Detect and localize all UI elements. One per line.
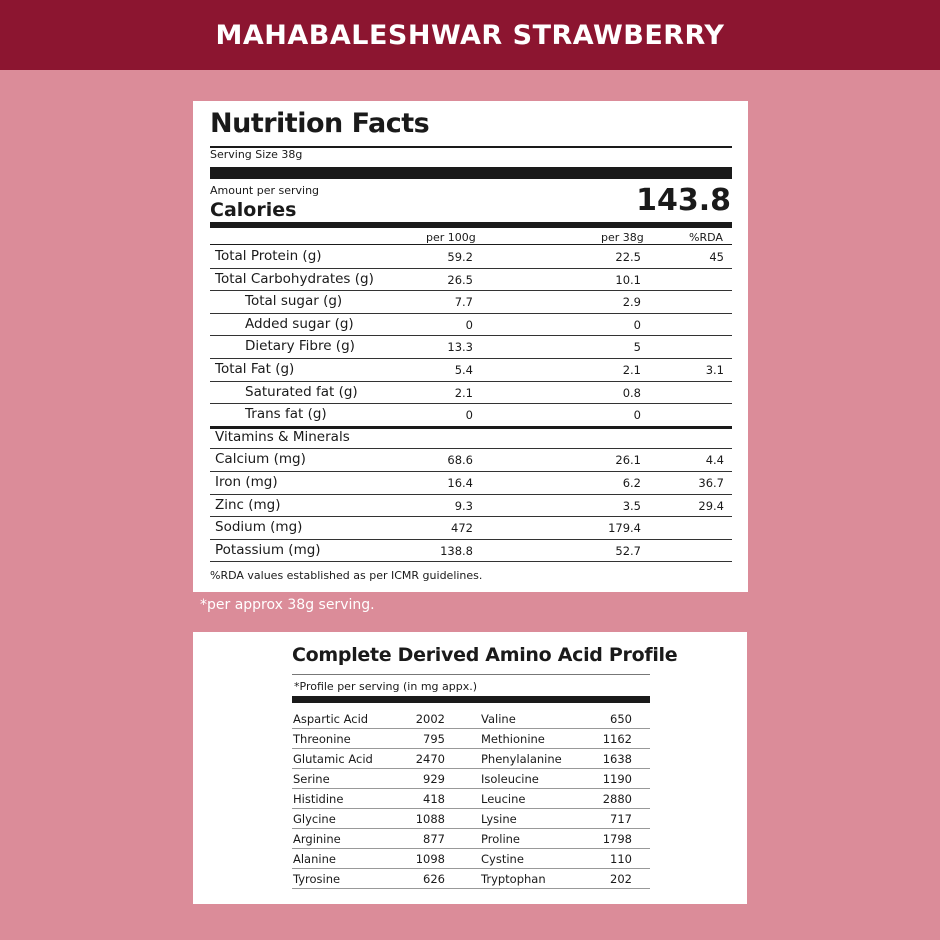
nutrition-row [210,494,732,518]
value-per100: 59.2 [447,250,473,264]
value-per100: 5.4 [454,363,473,377]
nutrition-row [210,516,732,540]
value-per100: 26.5 [447,272,473,287]
amino-value: 877 [423,832,445,846]
amino-row [292,848,650,869]
amino-value: 110 [610,852,632,866]
nutrient-label: Iron (mg) [215,474,278,490]
nutrition-row [210,471,732,495]
amino-row [292,788,650,809]
col-per100: per 100g [426,231,476,244]
header-banner [0,0,940,70]
value-per38: 2.9 [622,295,641,310]
nutrition-title: Nutrition Facts [210,108,430,139]
value-rda: 4.4 [705,453,724,468]
nutrient-label: Calcium (mg) [215,451,306,468]
amino-name: Threonine [293,732,351,746]
value-per100: 9.3 [454,498,473,513]
value-per38: 0.8 [622,385,641,400]
amino-name: Proline [481,832,520,846]
value-rda: 29.4 [698,498,724,513]
amino-value: 795 [423,732,445,746]
amino-value: 2002 [415,712,445,726]
amino-name: Tyrosine [293,872,341,886]
amino-row [292,828,650,849]
nutrient-label: Total Fat (g) [215,361,295,377]
value-per38: 3.5 [622,498,641,513]
calories-value: 143.8 [636,183,731,218]
nutrition-row [210,381,732,405]
amino-row [292,728,650,749]
nutrition-row [210,448,732,472]
nutrition-row [210,358,732,382]
value-per100: 0 [465,408,473,423]
value-per38: 5 [633,340,641,355]
thick-divider [292,696,650,703]
value-per100: 138.8 [440,543,473,558]
amino-value: 1088 [415,812,445,826]
col-per38: per 38g [601,231,644,244]
value-per100: 16.4 [447,476,473,490]
amino-row [292,768,650,789]
nutrient-label: Total Carbohydrates (g) [215,270,374,287]
amino-name: Valine [481,712,516,726]
amino-name: Glycine [293,812,336,826]
amino-name: Arginine [293,832,341,846]
col-rda: %RDA [689,231,723,244]
amino-value: 929 [423,772,445,786]
amino-acid-panel [193,632,747,904]
nutrient-label: Total Protein (g) [215,248,322,264]
nutrient-label: Added sugar (g) [245,315,354,332]
amino-subtitle: *Profile per serving (in mg appx.) [294,680,478,693]
nutrient-label: Dietary Fibre (g) [245,338,355,355]
nutrient-label: Total sugar (g) [245,293,343,310]
amino-name: Lysine [481,812,517,826]
nutrition-row [210,268,732,292]
nutrition-row [210,290,732,314]
nutrition-row [210,335,732,359]
amino-name: Tryptophan [481,872,546,886]
divider [292,674,650,675]
amino-row [292,708,650,729]
value-per38: 0 [633,317,641,332]
nutrient-label: Trans fat (g) [245,406,327,423]
nutrient-label: Sodium (mg) [215,519,303,536]
value-per100: 2.1 [454,385,473,400]
amino-name: Histidine [293,792,344,806]
amino-name: Aspartic Acid [293,712,369,726]
value-per100: 472 [451,521,473,536]
nutrition-row [210,426,732,450]
product-title: MAHABALESHWAR STRAWBERRY [215,19,725,51]
thick-divider [210,222,732,228]
amino-name: Methionine [481,732,545,746]
amino-value: 202 [610,872,632,886]
value-per38: 22.5 [615,250,641,264]
amino-title: Complete Derived Amino Acid Profile [292,644,678,666]
nutrition-row [210,313,732,337]
value-rda: 3.1 [705,363,724,377]
amino-value: 1190 [602,772,632,786]
amino-value: 1638 [602,752,632,766]
amino-value: 717 [610,812,632,826]
value-per100: 13.3 [447,340,473,355]
amino-value: 2470 [415,752,445,766]
amino-value: 626 [423,872,445,886]
value-per38: 2.1 [622,363,641,377]
serving-note: *per approx 38g serving. [200,597,375,613]
value-rda: 36.7 [698,476,724,490]
thick-divider [210,167,732,179]
amino-row [292,748,650,769]
value-per38: 179.4 [608,521,641,536]
serving-size: Serving Size 38g [210,148,303,161]
rda-footnote: %RDA values established as per ICMR guidelines. [210,569,483,582]
amino-value: 1162 [602,732,632,746]
value-per38: 52.7 [615,543,641,558]
amino-value: 2880 [602,792,632,806]
amino-name: Isoleucine [481,772,539,786]
amino-name: Glutamic Acid [293,752,373,766]
nutrition-row [210,245,732,269]
nutrition-facts-panel [193,101,748,592]
nutrient-label: Zinc (mg) [215,496,281,513]
value-rda: 45 [709,250,724,264]
value-per38: 26.1 [615,453,641,468]
value-per100: 0 [465,317,473,332]
value-per100: 68.6 [447,453,473,468]
amino-name: Serine [293,772,330,786]
nutrient-label: Saturated fat (g) [245,383,358,400]
amino-row [292,868,650,889]
amino-name: Leucine [481,792,526,806]
value-per38: 10.1 [615,272,641,287]
amino-value: 1798 [602,832,632,846]
amino-name: Cystine [481,852,524,866]
value-per38: 0 [633,408,641,423]
calories-label: Calories [210,199,297,221]
amount-per-serving: Amount per serving [210,184,320,197]
amino-name: Phenylalanine [481,752,562,766]
amino-name: Alanine [293,852,336,866]
nutrient-label: Potassium (mg) [215,541,321,558]
nutrition-row [210,539,732,563]
amino-value: 1098 [415,852,445,866]
amino-value: 650 [610,712,632,726]
amino-row [292,808,650,829]
value-per100: 7.7 [454,295,473,310]
amino-value: 418 [423,792,445,806]
nutrient-label: Vitamins & Minerals [215,428,350,445]
value-per38: 6.2 [622,476,641,490]
